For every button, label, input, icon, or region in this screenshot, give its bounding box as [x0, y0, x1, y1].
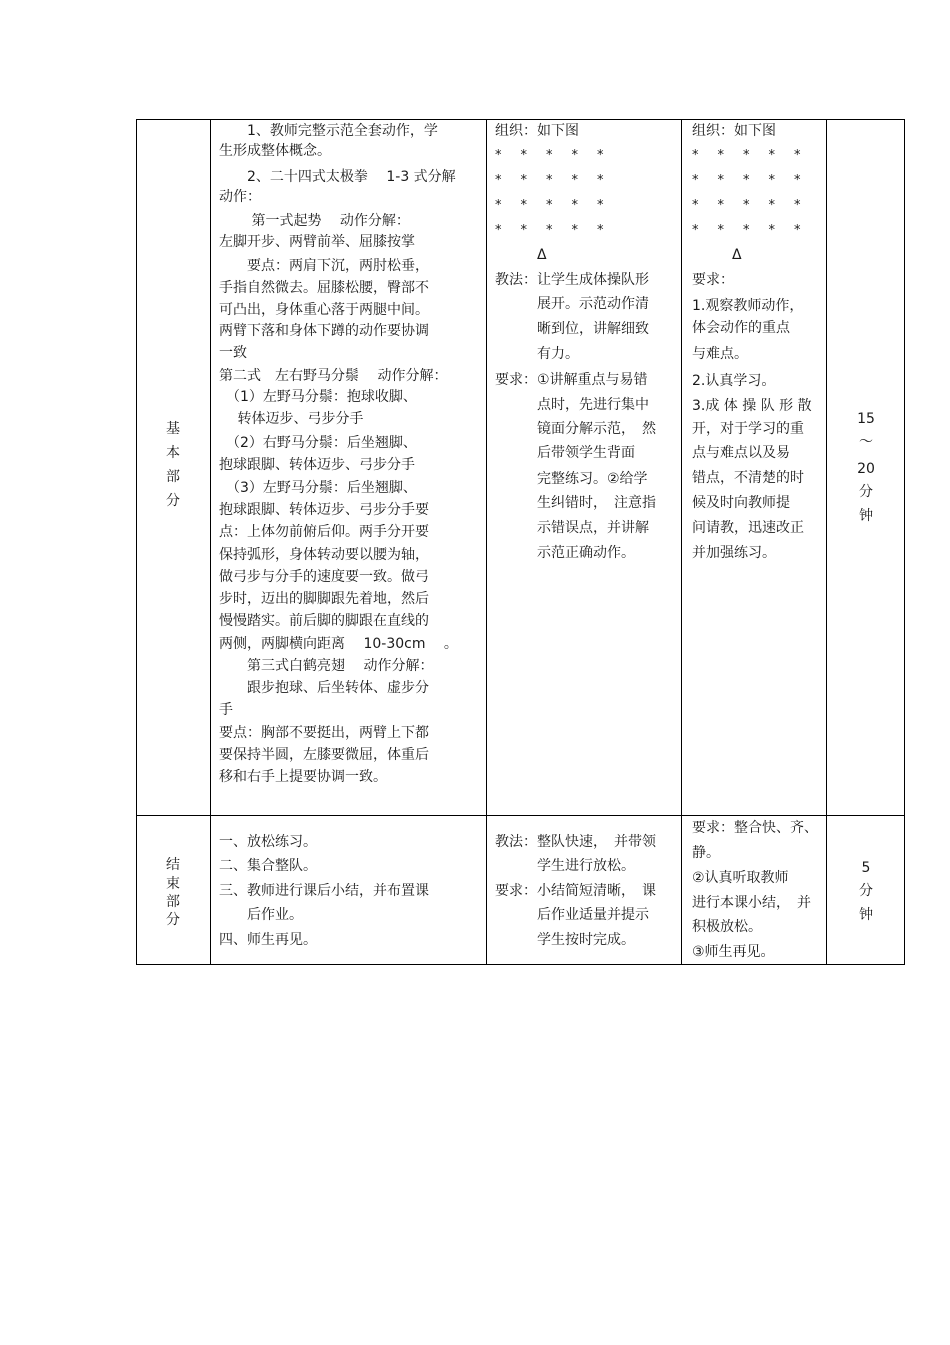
content-line: 1、教师完整示范全套动作，学 — [219, 123, 438, 139]
content-line: 抱球跟脚、转体迈步、弓步分手 — [219, 457, 415, 473]
end-requirement-cell — [682, 816, 826, 964]
student-marker: * — [597, 198, 604, 213]
student-marker: * — [546, 198, 553, 213]
table-border-right — [904, 119, 905, 965]
section-label-char: 结 — [166, 857, 180, 873]
student-marker: * — [717, 223, 724, 238]
content-line: 转体迈步、弓步分手 — [219, 411, 364, 427]
student-marker: * — [495, 223, 502, 238]
student-marker: * — [571, 223, 578, 238]
content-line: 四、师生再见。 — [219, 932, 317, 948]
time-text: 分 — [859, 484, 873, 500]
formation-row — [495, 171, 623, 190]
requirement-line: 1.观察教师动作， — [692, 298, 804, 314]
method-line: 教法：整队快速， 并带领 — [495, 834, 656, 850]
formation-row — [495, 196, 623, 215]
basic-content-cell — [211, 120, 486, 815]
student-marker: * — [794, 173, 801, 188]
student-marker: * — [692, 148, 699, 163]
content-line: 要点：胸部不要挺出，两臂上下都 — [219, 725, 429, 741]
student-marker: * — [520, 173, 527, 188]
student-marker: * — [546, 223, 553, 238]
method-line: 展开。示范动作清 — [495, 296, 649, 312]
student-marker: * — [520, 148, 527, 163]
formation-row — [692, 171, 820, 190]
student-marker: * — [794, 148, 801, 163]
end-method-cell — [487, 816, 681, 964]
content-line: （1）左野马分鬃：抱球收脚、 — [219, 389, 417, 405]
student-marker: * — [692, 198, 699, 213]
org-title: 组织：如下图 — [495, 123, 579, 139]
time-text: 20 — [857, 461, 875, 477]
content-line: 保持弧形，身体转动要以腰为轴， — [219, 547, 429, 563]
time-cell-end — [827, 816, 904, 964]
requirement-line: 与难点。 — [692, 346, 748, 362]
teacher-marker: Δ — [732, 247, 742, 263]
requirement-line: 静。 — [692, 845, 720, 861]
content-line: 第三式白鹤亮翅 动作分解： — [219, 658, 434, 674]
requirement-line: ②认真听取教师 — [692, 870, 789, 886]
content-line: 步时，迈出的脚脚跟先着地，然后 — [219, 591, 429, 607]
student-marker: * — [520, 223, 527, 238]
student-marker: * — [717, 173, 724, 188]
requirement-line: 要求： — [692, 272, 734, 288]
student-marker: * — [743, 198, 750, 213]
student-marker: * — [495, 173, 502, 188]
student-marker: * — [794, 223, 801, 238]
student-marker: * — [794, 198, 801, 213]
content-line: 一、放松练习。 — [219, 834, 317, 850]
content-line: 后作业。 — [219, 907, 303, 923]
table-border-bottom — [136, 964, 905, 965]
teacher-marker: Δ — [537, 247, 547, 263]
section-label-char: 基 — [166, 421, 180, 437]
section-label-char: 分 — [166, 493, 180, 509]
org-title: 组织：如下图 — [692, 123, 776, 139]
student-marker: * — [520, 198, 527, 213]
requirement-line: 要求：整合快、齐、 — [692, 820, 818, 836]
method-line: 后作业适量并提示 — [495, 907, 649, 923]
method-line: 学生进行放松。 — [495, 858, 635, 874]
content-line: 生形成整体概念。 — [219, 143, 331, 159]
method-line: 后带领学生背面 — [495, 445, 635, 461]
student-marker: * — [743, 148, 750, 163]
requirement-line: ③师生再见。 — [692, 944, 775, 960]
requirement-line: 点与难点以及易 — [692, 445, 790, 461]
student-marker: * — [768, 173, 775, 188]
content-line: 动作： — [219, 189, 261, 205]
organization-cell — [487, 120, 681, 815]
content-line: 两臂下落和身体下蹲的动作要协调 — [219, 323, 429, 339]
time-text: 钟 — [859, 508, 873, 524]
requirement-line: 问请教，迅速改正 — [692, 520, 804, 536]
student-marker: * — [717, 198, 724, 213]
student-marker: * — [495, 148, 502, 163]
requirement-line: 体会动作的重点 — [692, 320, 790, 336]
student-marker: * — [692, 173, 699, 188]
student-marker: * — [768, 223, 775, 238]
section-label-char: 部 — [166, 469, 180, 485]
content-line: （2）右野马分鬃：后坐翘脚、 — [219, 435, 417, 451]
formation-row — [692, 196, 820, 215]
formation-row — [692, 146, 820, 165]
student-marker: * — [768, 148, 775, 163]
requirement-line: 候及时向教师提 — [692, 495, 790, 511]
requirement-line: 2.认真学习。 — [692, 373, 776, 389]
content-line: 移和右手上提要协调一致。 — [219, 769, 387, 785]
method-line: 学生按时完成。 — [495, 932, 635, 948]
time-text: 钟 — [859, 907, 873, 923]
student-marker: * — [768, 198, 775, 213]
method-line: 有力。 — [495, 346, 579, 362]
formation-row — [495, 146, 623, 165]
content-line: （3）左野马分鬃：后坐翘脚、 — [219, 480, 417, 496]
student-marker: * — [743, 173, 750, 188]
end-content-cell — [211, 816, 486, 964]
formation-row — [692, 221, 820, 240]
student-marker: * — [546, 173, 553, 188]
requirement-line: 3.成 体 操 队 形 散 — [692, 398, 812, 414]
student-marker: * — [597, 148, 604, 163]
student-marker: * — [597, 223, 604, 238]
content-line: 点：上体勿前俯后仰。两手分开要 — [219, 524, 429, 540]
content-line: 要保持半圆，左膝要微屈，体重后 — [219, 747, 429, 763]
time-text: 15 — [857, 411, 875, 427]
formation-row — [495, 221, 623, 240]
content-line: 二、集合整队。 — [219, 858, 317, 874]
content-line: 两侧，两脚横向距离 10-30cm 。 — [219, 636, 458, 652]
student-marker: * — [743, 223, 750, 238]
student-marker: * — [546, 148, 553, 163]
method-line: 要求：①讲解重点与易错 — [495, 372, 648, 388]
requirement-line: 积极放松。 — [692, 919, 762, 935]
time-text: ～ — [859, 434, 873, 450]
content-line: 手指自然微去。屈膝松腰，臀部不 — [219, 280, 429, 296]
content-line: 可凸出，身体重心落于两腿中间。 — [219, 302, 429, 318]
time-text: 5 — [861, 860, 871, 876]
student-marker: * — [717, 148, 724, 163]
requirement-line: 进行本课小结， 并 — [692, 895, 811, 911]
content-line: 跟步抱球、后坐转体、虚步分 — [219, 680, 429, 696]
requirement-line: 开，对于学习的重 — [692, 421, 804, 437]
method-line: 教法：让学生成体操队形 — [495, 272, 649, 288]
student-marker: * — [571, 198, 578, 213]
content-line: 做弓步与分手的速度要一致。做弓 — [219, 569, 429, 585]
content-line: 要点：两肩下沉，两肘松垂， — [219, 258, 429, 274]
section-label-char: 部 — [166, 894, 180, 910]
method-line: 生纠错时， 注意指 — [495, 495, 656, 511]
section-label-char: 本 — [166, 445, 180, 461]
student-marker: * — [571, 148, 578, 163]
content-line: 手 — [219, 702, 233, 718]
content-line: 一致 — [219, 345, 247, 361]
content-line: 抱球跟脚、转体迈步、弓步分手要 — [219, 502, 429, 518]
content-line: 2、二十四式太极拳 1-3 式分解 — [219, 169, 456, 185]
method-line: 镜面分解示范， 然 — [495, 421, 656, 437]
method-line: 晰到位，讲解细致 — [495, 321, 649, 337]
content-line: 慢慢踏实。前后脚的脚跟在直线的 — [219, 613, 429, 629]
student-marker: * — [597, 173, 604, 188]
content-line: 第二式 左右野马分鬃 动作分解： — [219, 368, 448, 384]
time-cell-basic — [827, 120, 904, 815]
student-marker: * — [495, 198, 502, 213]
section-label-end — [137, 816, 210, 964]
student-marker: * — [692, 223, 699, 238]
student-marker: * — [571, 173, 578, 188]
method-line: 点时，先进行集中 — [495, 397, 649, 413]
content-line: 三、教师进行课后小结，并布置课 — [219, 883, 429, 899]
method-line: 示错误点，并讲解 — [495, 520, 649, 536]
student-requirement-cell — [682, 120, 826, 815]
section-label-basic — [137, 120, 210, 815]
method-line: 完整练习。②给学 — [495, 471, 648, 487]
section-label-char: 分 — [166, 912, 180, 928]
requirement-line: 并加强练习。 — [692, 545, 776, 561]
content-line: 左脚开步、两臂前举、屈膝按掌 — [219, 234, 415, 250]
content-line: 第一式起势 动作分解： — [219, 213, 410, 229]
method-line: 示范正确动作。 — [495, 545, 635, 561]
section-label-char: 束 — [166, 876, 180, 892]
requirement-line: 错点，不清楚的时 — [692, 470, 804, 486]
method-line: 要求：小结简短清晰， 课 — [495, 883, 656, 899]
time-text: 分 — [859, 883, 873, 899]
